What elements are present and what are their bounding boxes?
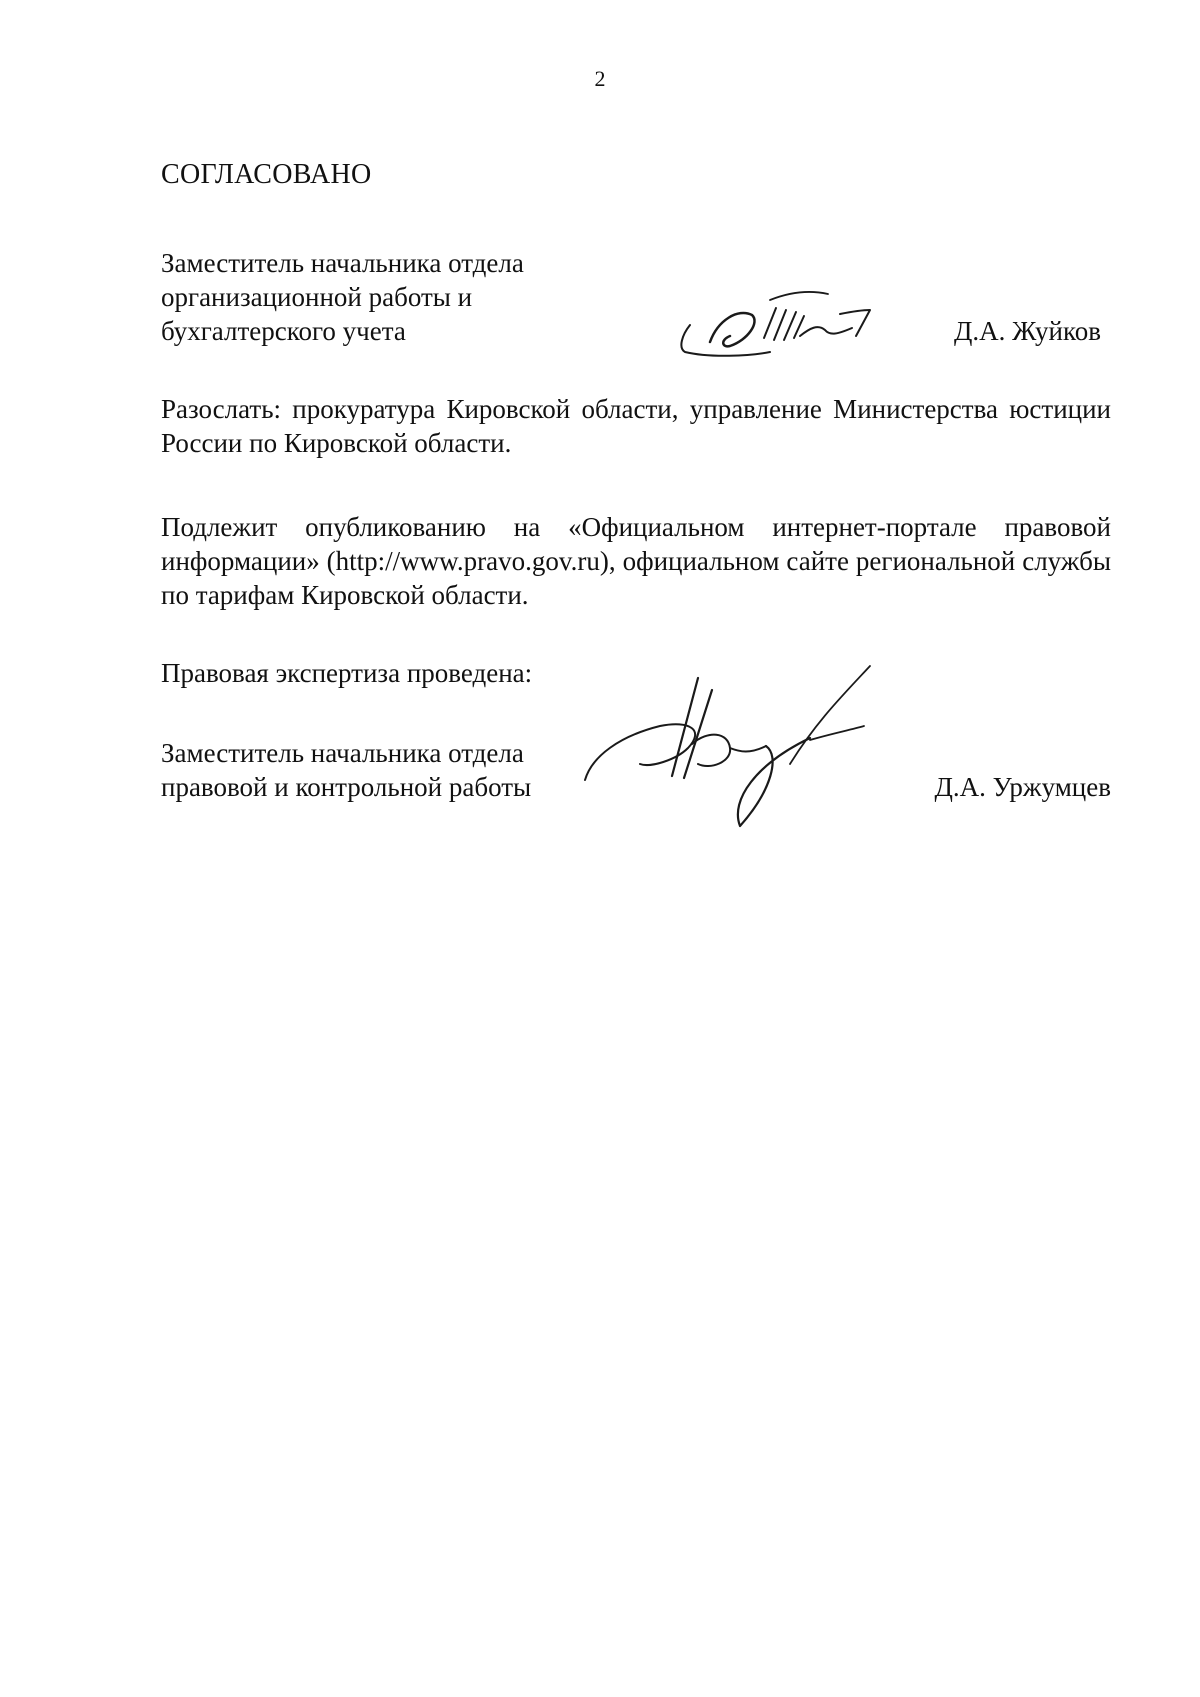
legal-review-signature bbox=[580, 660, 900, 830]
legal-review-position-line: Заместитель начальника отдела bbox=[161, 738, 524, 768]
approval-position bbox=[161, 246, 591, 348]
approval-signature bbox=[660, 280, 920, 380]
approval-position-line: бухгалтерского учета bbox=[161, 316, 406, 346]
publication-paragraph: Подлежит опубликованию на «Официальном интернет-портале правовой информации» (http://www.pravo.gov.ru), официальном сайте региональной службы по тарифам Кировской области. bbox=[161, 512, 1111, 610]
legal-review-position-line: правовой и контрольной работы bbox=[161, 772, 532, 802]
approval-position-line: Заместитель начальника отдела bbox=[161, 248, 524, 278]
distribution-paragraph: Разослать: прокуратура Кировской области, управление Министерства юстиции России по Кировской области. bbox=[161, 394, 1111, 458]
legal-review-text: Правовая экспертиза проведена: bbox=[161, 658, 533, 688]
page-number: 2 bbox=[594, 66, 606, 91]
approval-position-line: организационной работы и bbox=[161, 282, 473, 312]
approval-name: Д.А. Жуйков bbox=[954, 316, 1101, 346]
approval-heading: СОГЛАСОВАНО bbox=[161, 159, 372, 190]
legal-review-name: Д.А. Уржумцев bbox=[934, 772, 1111, 802]
legal-review-position bbox=[161, 736, 591, 804]
